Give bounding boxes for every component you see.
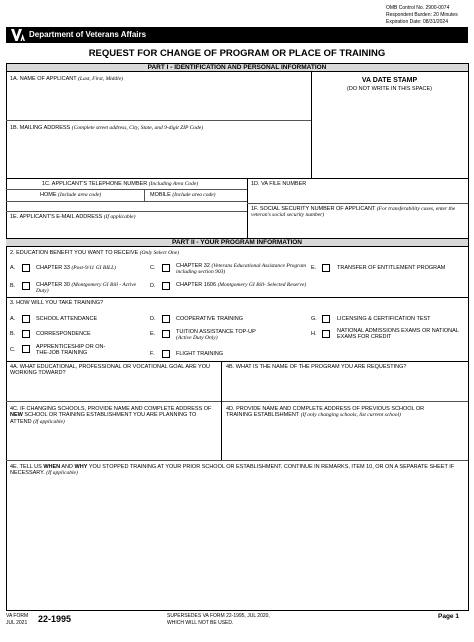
licensing-certification-checkbox[interactable] [322, 315, 330, 323]
new-school-label: 4C. IF CHANGING SCHOOLS, PROVIDE NAME AND COMPLETE ADDRESS OF NEW SCHOOL OR TRAINING ESTABLISHMENT YOU ARE PLANNING TO ATTEND (If applicable) [10, 406, 212, 425]
option-letter: A. [10, 316, 16, 322]
mobile-phone-input[interactable] [147, 202, 245, 210]
form-title: REQUEST FOR CHANGE OF PROGRAM OR PLACE OF TRAINING [88, 48, 386, 59]
chapter-30-label: CHAPTER 30 (Montgomery GI Bill - Active Duty) [36, 282, 137, 295]
chapter-1606-checkbox[interactable] [162, 282, 170, 290]
apprenticeship-checkbox[interactable] [22, 345, 30, 353]
apprenticeship-label: APPRENTICESHIP OR ON-THE-JOB TRAINING [36, 344, 106, 357]
transfer-entitlement-checkbox[interactable] [322, 264, 330, 272]
applicant-name-input[interactable] [10, 86, 306, 116]
chapter-1606-label: CHAPTER 1606 (Montgomery GI Bill- Selected Reserve) [176, 282, 307, 288]
chapter-33-checkbox[interactable] [22, 264, 30, 272]
option-letter: B. [10, 331, 16, 337]
option-letter: G. [311, 316, 317, 322]
previous-school-label: 4D. PROVIDE NAME AND COMPLETE ADDRESS OF PREVIOUS SCHOOL OR TRAINING ESTABLISHMENT (If only changing schools, list current school) [226, 406, 425, 419]
footer-supersedes-1: SUPERSEDES VA FORM 22-1995, JUL 2020, [167, 613, 270, 619]
mobile-phone-label: MOBILE (Include area code) [150, 192, 216, 198]
footer-page-number: Page 1 [438, 613, 459, 620]
tuition-assistance-label: TUITION ASSISTANCE TOP-UP (Active Duty Only) [176, 329, 256, 342]
footer-form-number: 22-1995 [38, 614, 72, 624]
va-logo-icon [10, 28, 27, 42]
mailing-address-label: 1B. MAILING ADDRESS (Complete street address, City, State, and 9-digit ZIP Code) [10, 125, 204, 131]
va-date-stamp-note: (DO NOT WRITE IN THIS SPACE) [347, 86, 432, 92]
new-school-input[interactable] [10, 431, 218, 458]
va-date-stamp-title: VA DATE STAMP [361, 77, 418, 84]
program-name-label: 4B. WHAT IS THE NAME OF THE PROGRAM YOU ARE REQUESTING? [226, 364, 407, 370]
option-letter: E. [150, 331, 156, 337]
email-label: 1E. APPLICANT'S E-MAIL ADDRESS (If applicable) [10, 214, 136, 220]
tuition-assistance-checkbox[interactable] [162, 330, 170, 338]
stopped-training-label: 4E. TELL US WHEN AND WHY YOU STOPPED TRAINING AT YOUR PRIOR SCHOOL OR ESTABLISHMENT. CONTINUE IN REMARKS, ITEM 10, OR ON A SEPARATE SHEET IF NECESSARY. (If applicable) [10, 464, 455, 477]
va-file-number-input[interactable] [251, 190, 465, 201]
va-file-number-label: 1D. VA FILE NUMBER [251, 181, 307, 187]
program-name-input[interactable] [226, 374, 464, 399]
education-benefit-label: 2. EDUCATION BENEFIT YOU WANT TO RECEIVE (Only Select One) [10, 250, 180, 256]
option-letter: C. [10, 347, 16, 353]
option-letter: D. [150, 283, 156, 289]
flight-training-checkbox[interactable] [162, 350, 170, 358]
national-exams-label: NATIONAL ADMISSIONS EXAMS OR NATIONAL EXAMS FOR CREDIT [337, 328, 459, 341]
school-attendance-label: SCHOOL ATTENDANCE [36, 316, 98, 322]
option-letter: H. [311, 331, 317, 337]
part-2-heading: PART II - YOUR PROGRAM INFORMATION [6, 238, 468, 247]
option-letter: C. [150, 265, 156, 271]
ssn-label: 1F. SOCIAL SECURITY NUMBER OF APPLICANT (For transferability cases, enter the veteran's social security number) [251, 206, 456, 219]
goal-label: 4A. WHAT EDUCATIONAL, PROFESSIONAL OR VOCATIONAL GOAL ARE YOU WORKING TOWARD? [10, 364, 210, 377]
footer-form-date: JUL 2021 [6, 620, 28, 626]
transfer-entitlement-label: TRANSFER OF ENTITLEMENT PROGRAM [337, 265, 446, 271]
telephone-label: 1C. APPLICANT'S TELEPHONE NUMBER (Including Area Code) [42, 181, 199, 187]
expiration-date: Expiration Date: 08/31/2024 [386, 19, 448, 25]
footer-va-form: VA FORM [6, 613, 29, 619]
correspondence-label: CORRESPONDENCE [36, 331, 91, 337]
goal-input[interactable] [10, 380, 218, 399]
chapter-30-checkbox[interactable] [22, 282, 30, 290]
cooperative-training-checkbox[interactable] [162, 315, 170, 323]
how-take-training-label: 3. HOW WILL YOU TAKE TRAINING? [10, 300, 104, 306]
national-exams-checkbox[interactable] [322, 330, 330, 338]
home-phone-label: HOME (Include area code) [40, 192, 102, 198]
option-letter: F. [150, 351, 155, 357]
agency-name: Department of Veterans Affairs [29, 30, 147, 39]
chapter-33-label: CHAPTER 33 (Post-9/11 GI BILL) [36, 265, 116, 271]
previous-school-input[interactable] [226, 424, 464, 458]
stopped-training-input[interactable] [10, 481, 464, 607]
applicant-name-label: 1A. NAME OF APPLICANT (Last, First, Middle) [10, 76, 123, 82]
correspondence-checkbox[interactable] [22, 330, 30, 338]
cooperative-training-label: COOPERATIVE TRAINING [176, 316, 244, 322]
chapter-32-checkbox[interactable] [162, 264, 170, 272]
option-letter: A. [10, 265, 16, 271]
option-letter: B. [10, 283, 16, 289]
part-1-heading: PART I - IDENTIFICATION AND PERSONAL INFORMATION [6, 63, 468, 72]
option-letter: E. [311, 265, 317, 271]
footer-supersedes-2: WHICH WILL NOT BE USED. [167, 620, 234, 626]
respondent-burden: Respondent Burden: 20 Minutes [386, 12, 458, 18]
flight-training-label: FLIGHT TRAINING [176, 351, 224, 357]
licensing-certification-label: LICENSING & CERTIFICATION TEST [337, 316, 431, 322]
school-attendance-checkbox[interactable] [22, 315, 30, 323]
chapter-32-label: CHAPTER 32 (Veterans Educational Assistance Program including section 903) [176, 263, 307, 276]
home-phone-input[interactable] [10, 202, 142, 210]
omb-control-number: OMB Control No. 2900-0074 [386, 5, 450, 11]
option-letter: D. [150, 316, 156, 322]
agency-banner [6, 27, 468, 43]
mailing-address-input[interactable] [10, 134, 306, 174]
